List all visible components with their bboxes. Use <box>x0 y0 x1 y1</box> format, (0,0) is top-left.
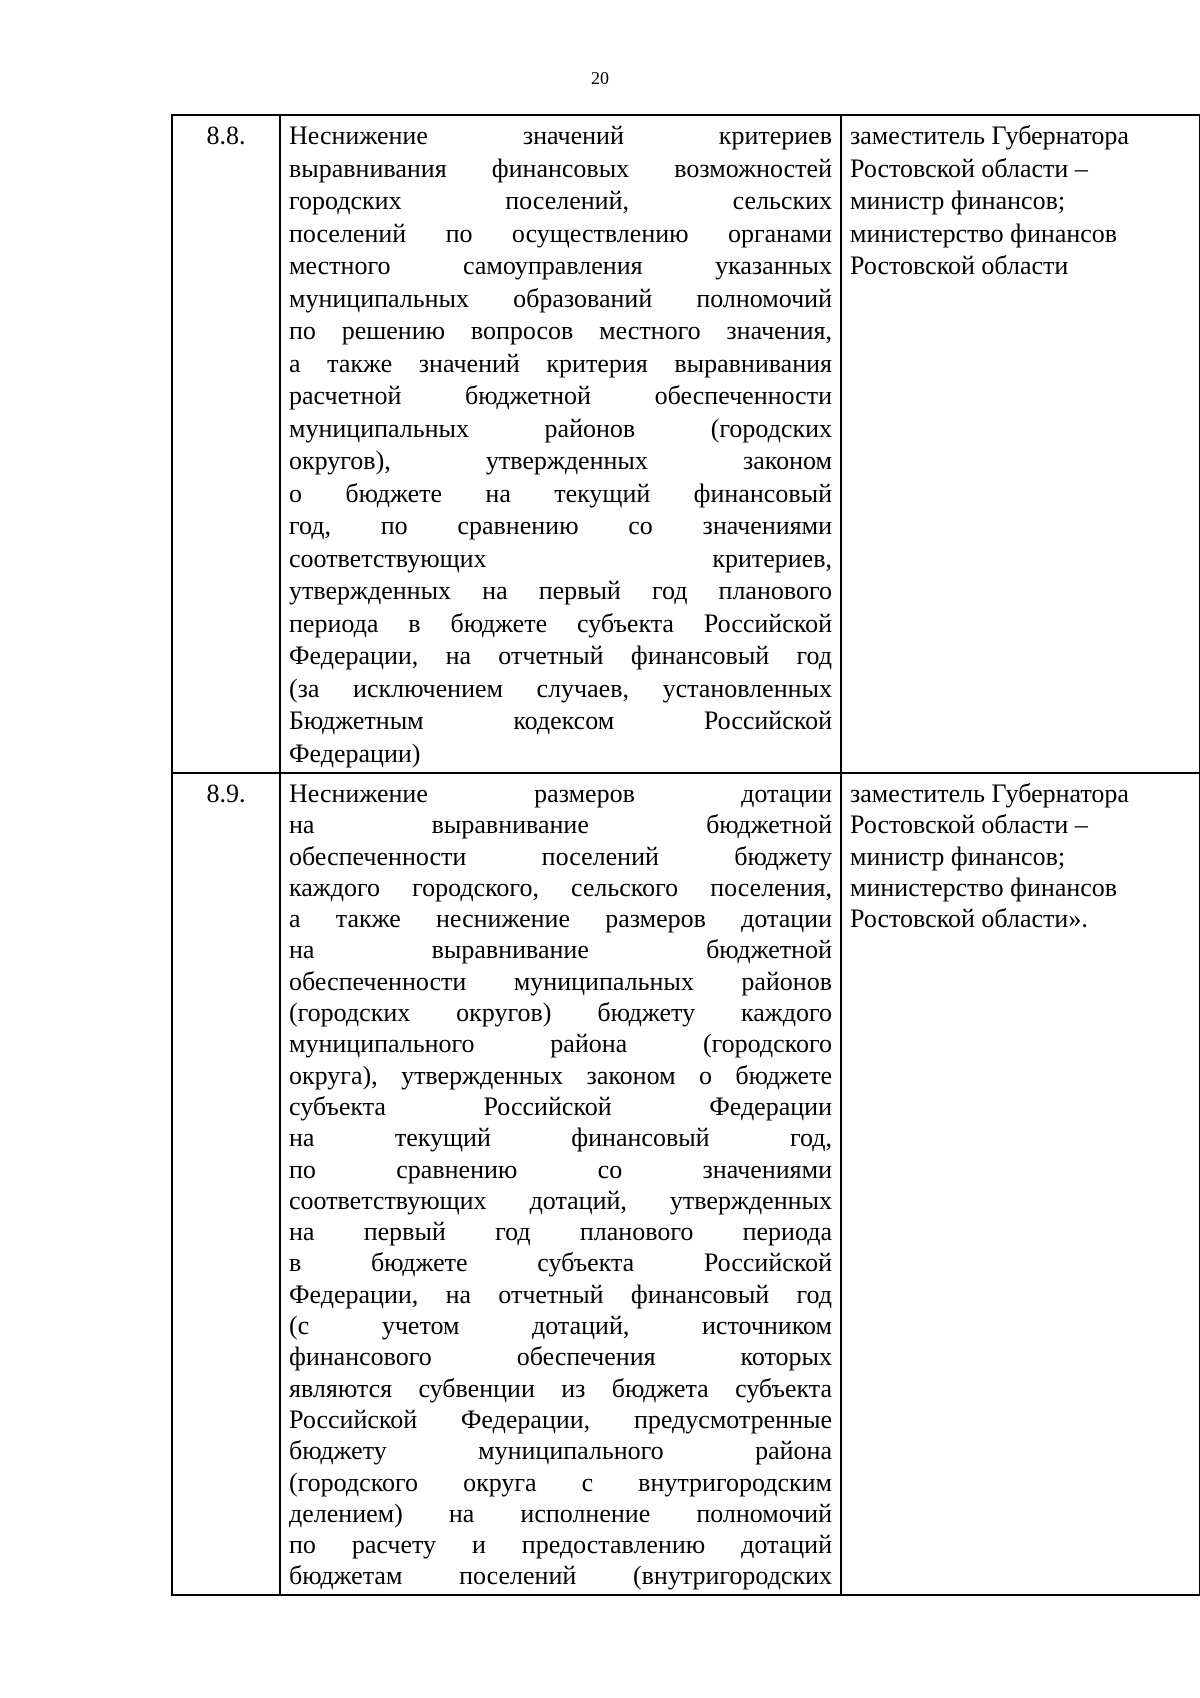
measure-text-line: Федерации, на отчетный финансовый год <box>289 641 832 670</box>
measure-text-line: Федерации) <box>289 738 421 768</box>
measure-text-cell <box>280 773 841 1595</box>
measure-text-line: Неснижение размеров дотации <box>289 779 832 808</box>
measure-text-line: поселений по осуществлению органами <box>289 218 832 248</box>
measure-text-line: бюджетам поселений (внутригородских <box>289 1561 832 1591</box>
measure-text-line: городских поселений, сельских <box>289 186 832 215</box>
measure-text-line: бюджету муниципального района <box>289 1436 832 1466</box>
measure-text-line: каждого городского, сельского поселения, <box>289 872 832 902</box>
measure-text-line: на выравнивание бюджетной <box>289 810 832 840</box>
responsible-line: Ростовской области – <box>850 810 1088 840</box>
measure-text-line: а также неснижение размеров дотации <box>289 904 832 934</box>
responsible-line: министр финансов; <box>850 186 1066 215</box>
measure-text-line: год, по сравнению со значениями <box>289 511 832 540</box>
measure-text-line: о бюджете на текущий финансовый <box>289 478 832 508</box>
measure-text-line: соответствующих дотаций, утвержденных <box>289 1185 832 1215</box>
measure-text-line: обеспеченности муниципальных районов <box>289 966 832 996</box>
row-number-cell <box>172 773 280 1595</box>
table-row-8-8 <box>172 115 1200 773</box>
row-number-cell <box>172 115 280 773</box>
measure-text-line: на первый год планового периода <box>289 1217 832 1247</box>
measure-text-line: делением) на исполнение полномочий <box>289 1498 832 1528</box>
measure-text-line: (с учетом дотаций, источником <box>289 1311 832 1341</box>
measure-text-line: расчетной бюджетной обеспеченности <box>289 381 832 410</box>
measure-text-line: на текущий финансовый год, <box>289 1123 832 1153</box>
measure-text-line: субъекта Российской Федерации <box>289 1091 832 1121</box>
measure-text-line: округов), утвержденных законом <box>289 446 832 475</box>
responsible-line: министр финансов; <box>850 841 1066 871</box>
measure-text-line: периода в бюджете субъекта Российской <box>289 608 832 638</box>
measure-text-line: являются субвенции из бюджета субъекта <box>289 1373 832 1403</box>
responsible-line: заместитель Губернатора <box>850 779 1129 808</box>
responsible-line: министерство финансов <box>850 218 1118 248</box>
measures-table <box>171 114 1200 1596</box>
measure-text-line: на выравнивание бюджетной <box>289 935 832 965</box>
measure-text-line: Российской Федерации, предусмотренные <box>289 1404 832 1434</box>
responsible-cell <box>841 773 1200 1595</box>
table-row-8-9 <box>172 773 1200 1595</box>
measure-text-line: по решению вопросов местного значения, <box>289 316 832 345</box>
measure-text-line: выравнивания финансовых возможностей <box>289 153 832 183</box>
measure-text-line: обеспеченности поселений бюджету <box>289 841 832 871</box>
measure-text-line: по сравнению со значениями <box>289 1154 832 1184</box>
measure-text-line: муниципального района (городского <box>289 1029 832 1059</box>
row-number: 8.8. <box>206 121 246 150</box>
measure-text-line: муниципальных районов (городских <box>289 413 832 443</box>
responsible-cell <box>841 115 1200 773</box>
measure-text-line: Федерации, на отчетный финансовый год <box>289 1279 832 1309</box>
measure-text-line: утвержденных на первый год планового <box>289 576 832 605</box>
responsible-line: министерство финансов <box>850 872 1118 902</box>
measure-text-line: а также значений критерия выравнивания <box>289 348 832 378</box>
measure-text-line: по расчету и предоставлению дотаций <box>289 1530 832 1560</box>
responsible-line: Ростовской области». <box>850 904 1088 934</box>
measure-text-line: соответствующих критериев, <box>289 543 832 573</box>
page-number: 20 <box>591 68 609 88</box>
responsible-line: Ростовской области – <box>850 153 1088 183</box>
measure-text-line: Бюджетным кодексом Российской <box>289 706 832 735</box>
responsible-line: заместитель Губернатора <box>850 121 1129 150</box>
measure-text-line: финансового обеспечения которых <box>289 1342 832 1372</box>
measure-text-cell <box>280 115 841 773</box>
measure-text-line: Неснижение значений критериев <box>289 121 832 150</box>
measure-text-line: местного самоуправления указанных <box>289 251 832 280</box>
row-number: 8.9. <box>206 779 246 808</box>
measure-text-line: в бюджете субъекта Российской <box>289 1248 832 1278</box>
measure-text-line: (городских округов) бюджету каждого <box>289 998 832 1028</box>
measure-text-line: (городского округа с внутригородским <box>289 1467 832 1497</box>
measure-text-line: округа), утвержденных законом о бюджете <box>289 1060 832 1090</box>
responsible-line: Ростовской области <box>850 251 1069 280</box>
measure-text-line: (за исключением случаев, установленных <box>289 673 832 703</box>
measure-text-line: муниципальных образований полномочий <box>289 283 832 313</box>
